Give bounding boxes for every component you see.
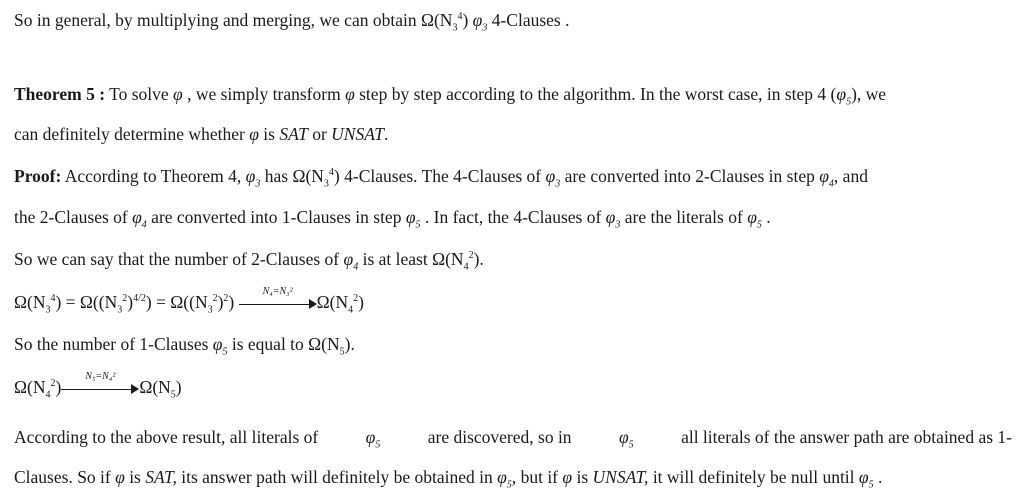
- arrow-label: N₄=N₃²: [262, 285, 293, 297]
- arrow-head-icon: [131, 384, 139, 394]
- eq-sup: 2: [122, 293, 128, 305]
- text: According to Theorem 4,: [64, 166, 242, 186]
- text: is: [576, 467, 589, 487]
- phi-symbol: φ: [562, 467, 573, 487]
- text: Clauses. So if: [14, 467, 111, 487]
- text: is at least: [362, 249, 428, 269]
- text: is equal to: [231, 334, 304, 354]
- proof-line-3: [14, 249, 484, 273]
- arrow-shaft: [61, 389, 133, 390]
- text: has: [264, 166, 289, 186]
- eq-term: ): [175, 377, 182, 397]
- sat-term: SAT,: [145, 467, 177, 487]
- phi-symbol: $\varphi_3$: [605, 207, 621, 231]
- eq-term: ) = Ω((N: [145, 292, 208, 312]
- text: its answer path will definitely be obtained in: [181, 467, 493, 487]
- unsat-term: UNSAT: [331, 124, 385, 144]
- eq-term: ): [358, 292, 364, 312]
- phi-symbol: $\varphi_5$: [858, 467, 874, 491]
- text: can definitely determine whether: [14, 124, 245, 144]
- text: are the literals of: [624, 207, 743, 227]
- text: or: [312, 124, 327, 144]
- text: it will definitely be null until: [652, 467, 855, 487]
- phi-symbol: $\varphi_4$: [819, 166, 834, 190]
- proof-line-2: [14, 207, 771, 231]
- phi-symbol: $\varphi_3$: [472, 10, 488, 34]
- theorem-5-line-1: [14, 84, 887, 108]
- phi-symbol: φ: [345, 84, 355, 104]
- eq-sup: 2: [212, 293, 218, 305]
- arrow-label: N₅=N₄²: [85, 370, 116, 382]
- eq-term: Ω(N: [14, 377, 46, 397]
- eq-sup: 2: [223, 293, 229, 305]
- eq-term: Ω(N: [316, 292, 349, 312]
- theorem-heading: Theorem 5 :: [14, 84, 106, 104]
- text: So the number of 1-Clauses: [14, 334, 209, 354]
- equation-2: [14, 370, 182, 401]
- equation-1: [14, 285, 364, 316]
- phi-symbol: $\varphi_3$: [545, 166, 561, 190]
- eq-term: ): [127, 292, 134, 312]
- eq-sup: 4/2: [133, 293, 146, 305]
- arrow-shaft: [239, 304, 311, 305]
- eq-sub: 4: [45, 389, 51, 401]
- text: So in general, by multiplying and merging, we can obtain: [14, 10, 417, 30]
- text: is: [129, 467, 141, 487]
- eq-sub: 3: [117, 304, 123, 316]
- eq-sup: 2: [50, 378, 56, 390]
- phi-symbol: φ: [173, 84, 183, 104]
- text: are converted into 2-Clauses in step: [564, 166, 815, 186]
- text: the 2-Clauses of: [14, 207, 128, 227]
- text: step by step according to the algorithm. In the worst case, in step 4 (: [359, 84, 837, 104]
- eq-sub: 4: [348, 304, 354, 316]
- phi-symbol: $\varphi_5$: [836, 84, 852, 108]
- conclusion-line-1: [14, 427, 1012, 451]
- unsat-term: UNSAT,: [592, 467, 649, 487]
- text: So we can say that the number of 2-Clauses of: [14, 249, 340, 269]
- eq-term: ): [228, 292, 235, 312]
- arrow-head-icon: [309, 299, 317, 309]
- paragraph-line-1: [14, 10, 570, 34]
- phi-symbol: $\varphi_5$: [405, 207, 421, 231]
- proof-heading: Proof:: [14, 166, 62, 186]
- omega-expression: $\Omega(N_3^4)$: [292, 166, 340, 190]
- conclusion-line-2: [14, 467, 883, 491]
- phi-symbol: $\varphi_3$: [245, 166, 261, 190]
- eq-term: ) = Ω((N: [55, 292, 118, 312]
- text: are converted into 1-Clauses in step: [151, 207, 402, 227]
- text: is: [263, 124, 275, 144]
- text: 4-Clauses. The 4-Clauses of: [344, 166, 542, 186]
- proof-line-4: [14, 334, 355, 358]
- omega-expression: $\Omega(N_4^2)$.: [432, 249, 484, 273]
- phi-symbol: $\varphi_5$: [212, 334, 228, 358]
- text: all literals of the answer path are obtained as 1-: [681, 427, 1012, 447]
- eq-sub: 5: [170, 389, 176, 401]
- eq-term: Ω(N: [14, 292, 46, 312]
- phi-symbol: $\varphi_5$: [497, 467, 512, 491]
- omega-expression: $\Omega(N_5)$.: [308, 334, 355, 358]
- eq-sub: 3: [207, 304, 213, 316]
- sat-term: SAT: [279, 124, 308, 144]
- phi-symbol: $\varphi_5$: [365, 427, 381, 451]
- text: .: [877, 467, 883, 487]
- text: . In fact, the 4-Clauses of: [424, 207, 602, 227]
- implies-arrow: [239, 285, 317, 313]
- proof-line-1: [14, 166, 868, 190]
- omega-expression: $\Omega(N_3^4)$: [420, 10, 469, 34]
- text: , we simply transform: [187, 84, 341, 104]
- text: , and: [833, 166, 868, 186]
- implies-arrow: [61, 370, 139, 398]
- text: ), we: [851, 84, 887, 104]
- text: are discovered, so in: [427, 427, 572, 447]
- phi-symbol: $\varphi_4$: [343, 249, 359, 273]
- phi-symbol: φ: [249, 124, 259, 144]
- text: .: [766, 207, 771, 227]
- text: .: [384, 124, 389, 144]
- text: To solve: [109, 84, 169, 104]
- eq-sub: 3: [45, 304, 51, 316]
- phi-symbol: $\varphi_5$: [618, 427, 634, 451]
- eq-term: ): [217, 292, 224, 312]
- text: According to the above result, all literals of: [14, 427, 319, 447]
- eq-sup: 2: [353, 293, 359, 305]
- eq-term: ): [55, 377, 62, 397]
- phi-symbol: φ: [115, 467, 125, 487]
- eq-sup: 4: [50, 293, 56, 305]
- phi-symbol: $\varphi_4$: [132, 207, 147, 231]
- eq-term: Ω(N: [139, 377, 171, 397]
- text: , but if: [511, 467, 559, 487]
- phi-symbol: $\varphi_5$: [747, 207, 762, 231]
- text: 4-Clauses .: [491, 10, 570, 30]
- theorem-5-line-2: [14, 126, 388, 144]
